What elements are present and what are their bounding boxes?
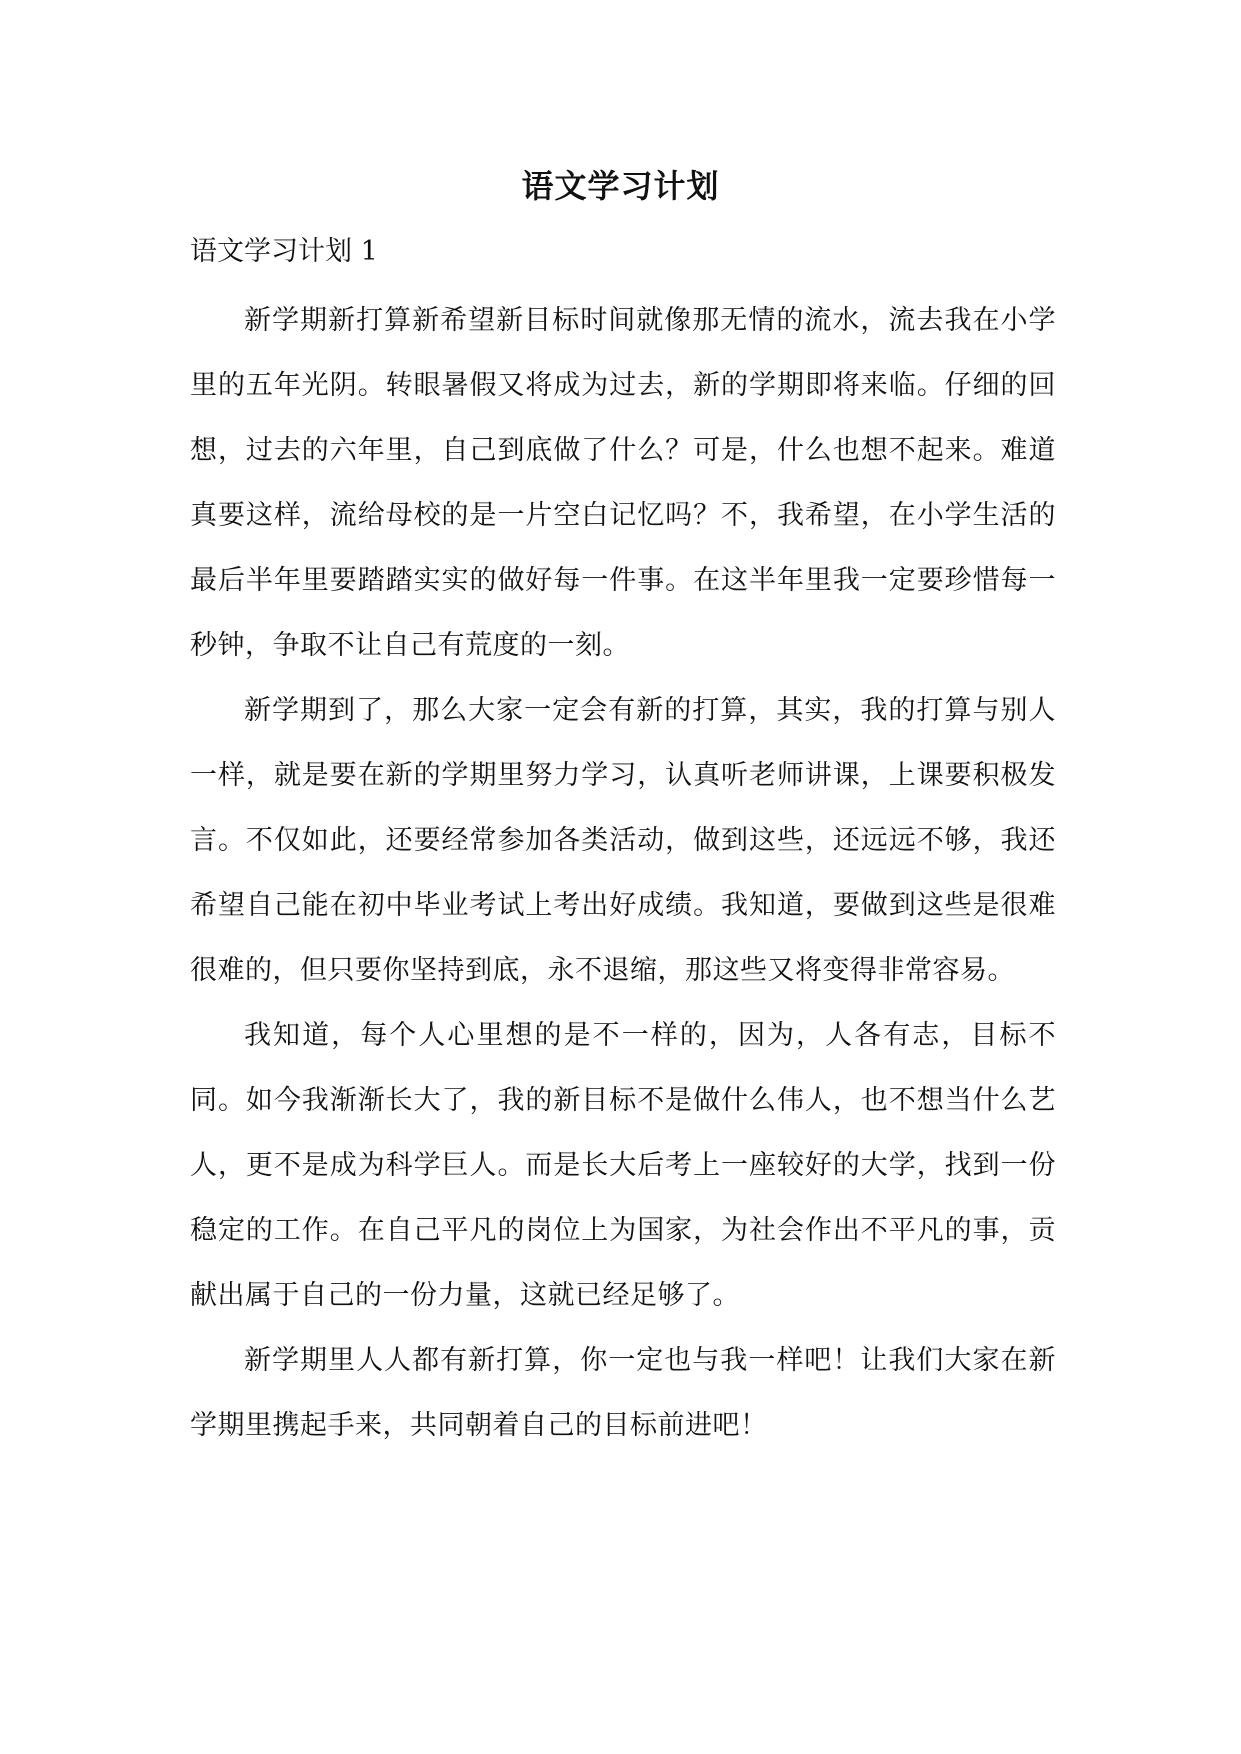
paragraph-2: 新学期到了，那么大家一定会有新的打算，其实，我的打算与别人一样，就是要在新的学期里努力学习，认真听老师讲课，上课要积极发言。不仅如此，还要经常参加各类活动，做到这些，还远远不够，我还希望自己能在初中毕业考试上考出好成绩。我知道，要做到这些是很难很难的，但只要你坚持到底，永不退缩，那这些又将变得非常容易。 (190, 695, 1056, 986)
document-body (190, 288, 1056, 1458)
document-subtitle: 语文学习计划 1 (190, 236, 378, 267)
paragraph-1: 新学期新打算新希望新目标时间就像那无情的流水，流去我在小学里的五年光阴。转眼暑假又将成为过去，新的学期即将来临。仔细的回想，过去的六年里，自己到底做了什么？可是，什么也想不起来。难道真要这样，流给母校的是一片空白记忆吗？不，我希望，在小学生活的最后半年里要踏踏实实的做好每一件事。在这半年里我一定要珍惜每一秒钟，争取不让自己有荒度的一刻。 (190, 305, 1056, 661)
paragraph-4: 新学期里人人都有新打算，你一定也与我一样吧！让我们大家在新学期里携起手来，共同朝着自己的目标前进吧！ (190, 1345, 1056, 1441)
document-title: 语文学习计划 (521, 167, 720, 205)
paragraph-3: 我知道，每个人心里想的是不一样的，因为，人各有志，目标不同。如今我渐渐长大了，我的新目标不是做什么伟人，也不想当什么艺人，更不是成为科学巨人。而是长大后考上一座较好的大学，找到一份稳定的工作。在自己平凡的岗位上为国家，为社会作出不平凡的事，贡献出属于自己的一份力量，这就已经足够了。 (190, 1020, 1056, 1311)
